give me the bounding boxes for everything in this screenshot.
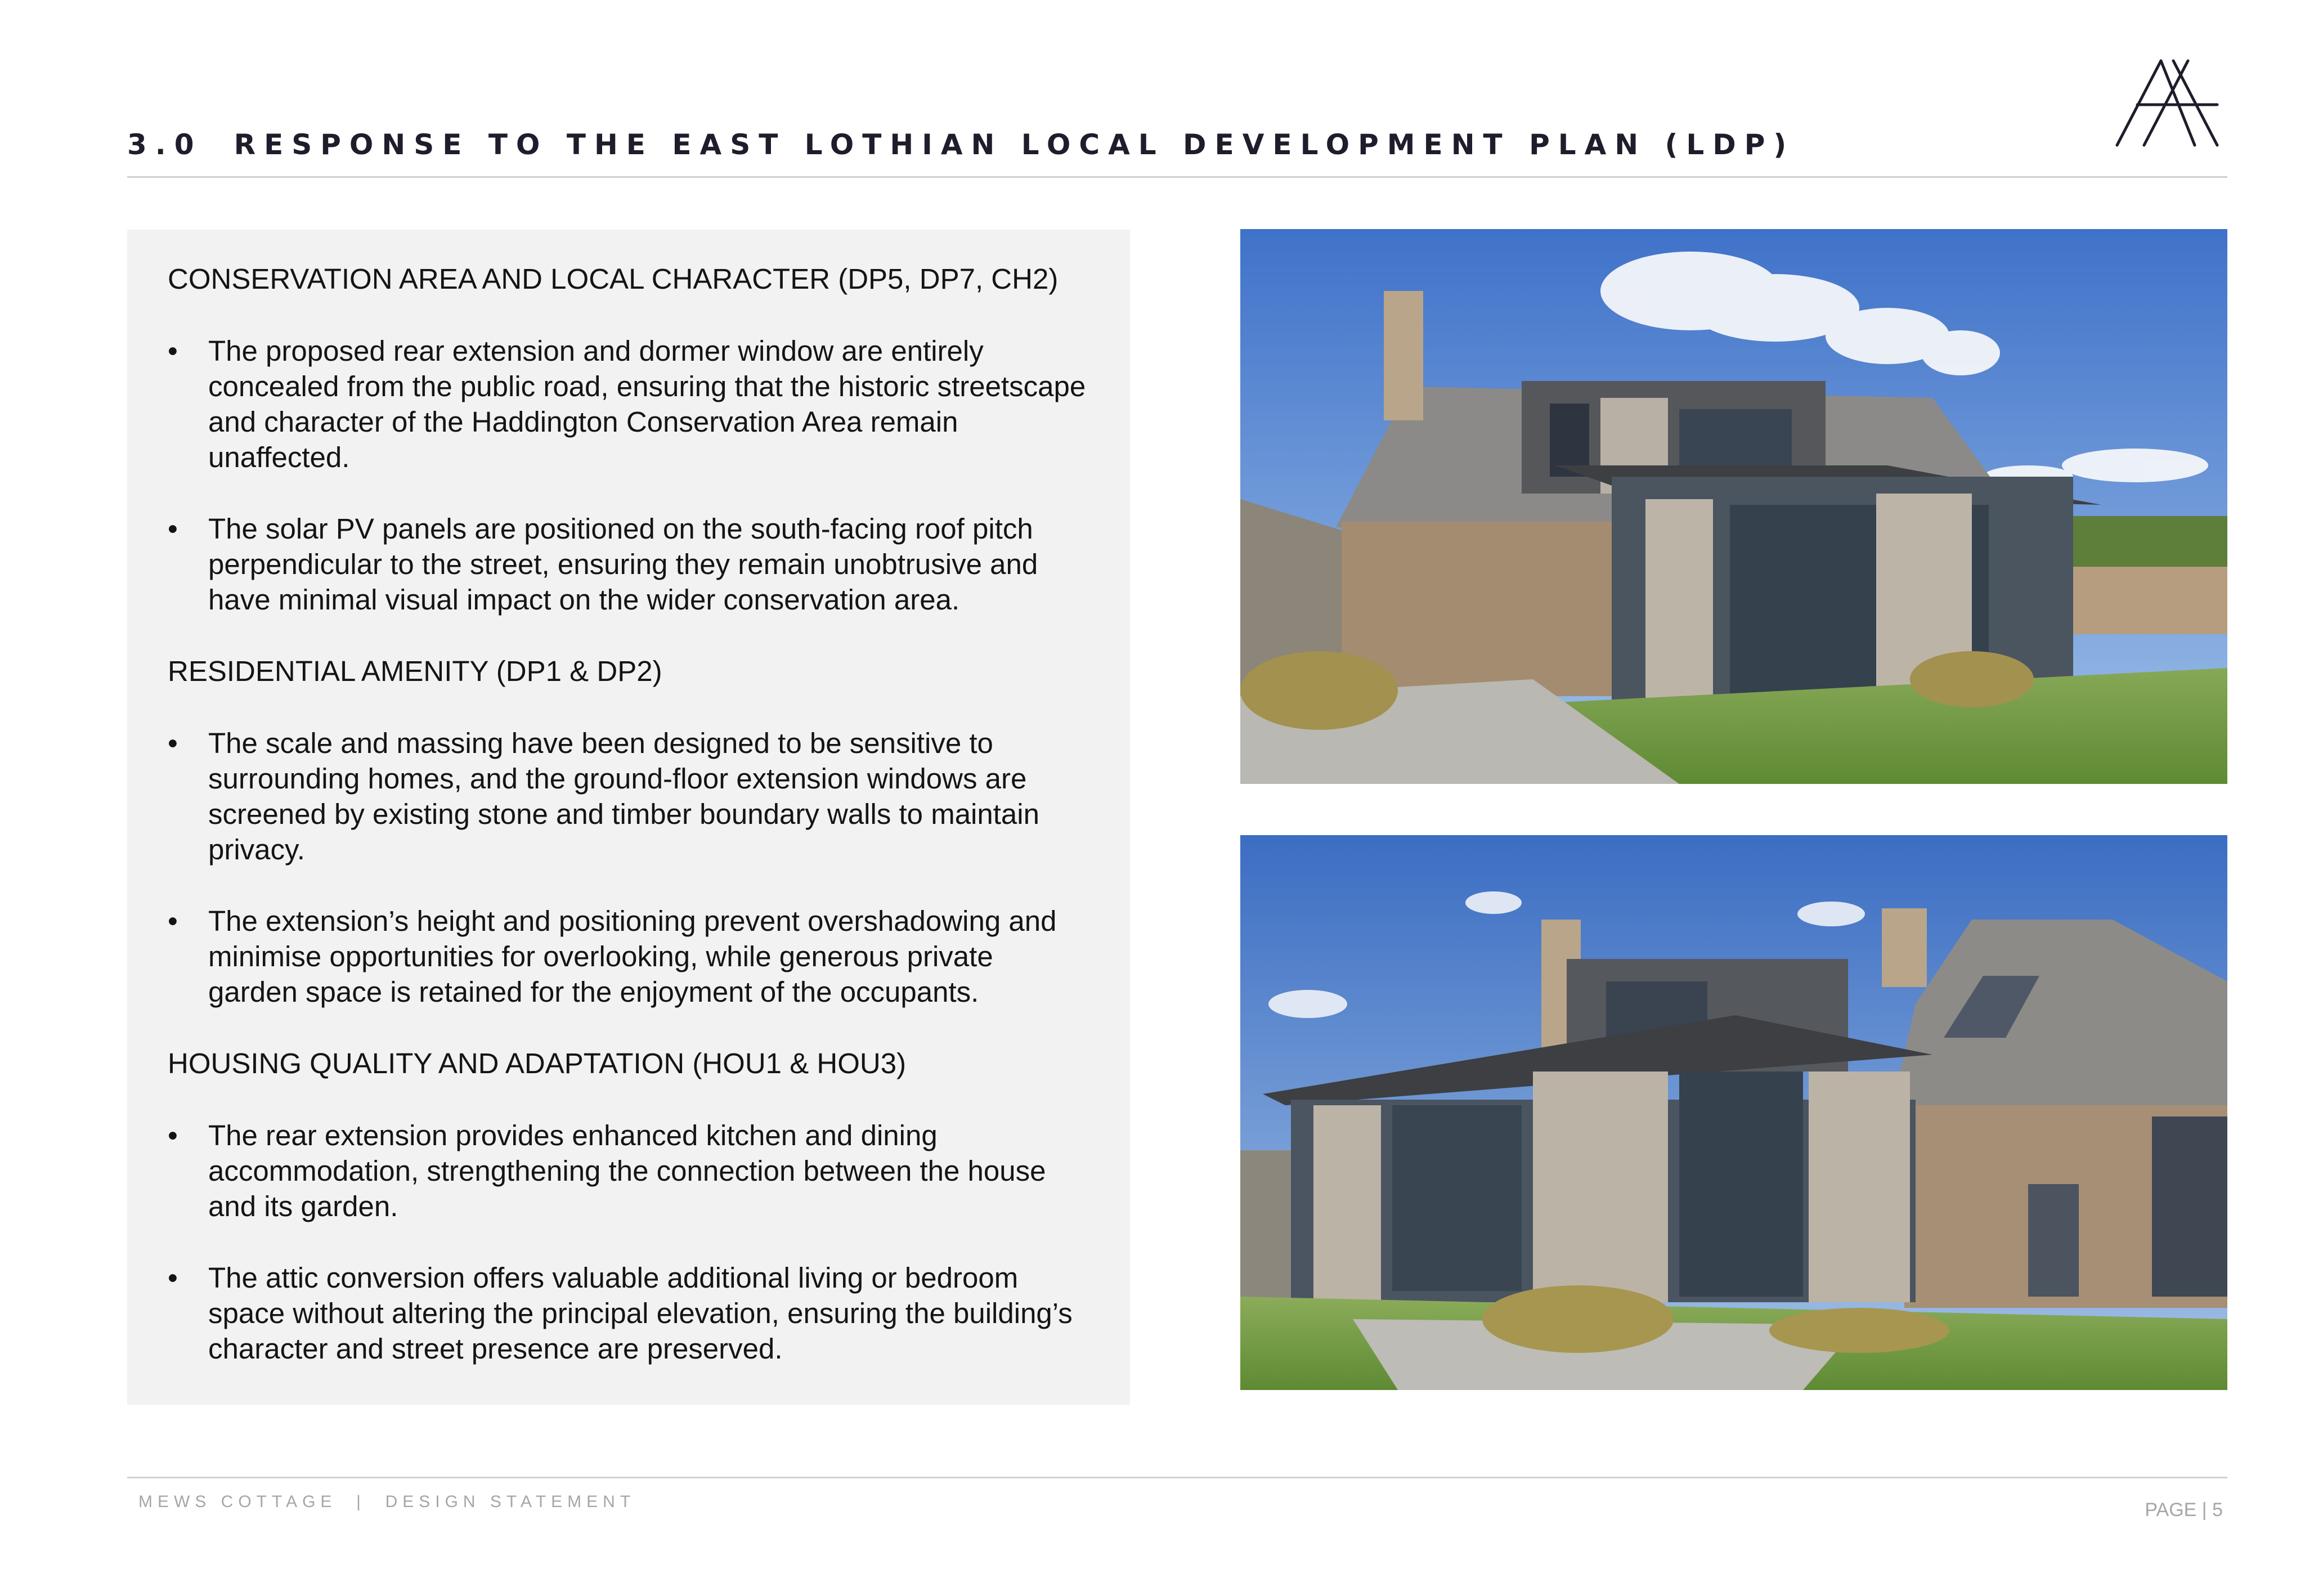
list-item bbox=[168, 333, 1089, 475]
list-item bbox=[168, 903, 1089, 1010]
bullet-text: The rear extension provides enhanced kitchen and dining accommodation, strengthening the connection between the house and its garden. bbox=[208, 1119, 1046, 1222]
bullet-marker: • bbox=[168, 335, 178, 367]
section-heading: RESIDENTIAL AMENITY (DP1 & DP2) bbox=[168, 655, 662, 687]
bullet-marker: • bbox=[168, 905, 178, 937]
section-number: 3.0 bbox=[127, 128, 203, 161]
bullet-text: The extension’s height and positioning prevent overshadowing and minimise opportunities for overlooking, while generous private garden space is retained for the enjoyment of the occupants. bbox=[208, 905, 1057, 1008]
bullet-marker: • bbox=[168, 727, 178, 759]
bullet-list bbox=[168, 725, 1089, 1010]
rear-extension-render-1 bbox=[1240, 229, 2227, 784]
section-heading: HOUSING QUALITY AND ADAPTATION (HOU1 & HOU3) bbox=[168, 1047, 907, 1079]
footer-project-label: MEWS COTTAGE | DESIGN STATEMENT bbox=[138, 1492, 636, 1511]
architect-monogram-icon bbox=[2110, 56, 2223, 152]
list-item bbox=[168, 511, 1089, 617]
bullet-marker: • bbox=[168, 1262, 178, 1294]
list-item bbox=[168, 725, 1089, 867]
rear-extension-render-2 bbox=[1240, 835, 2227, 1390]
footer-divider bbox=[127, 1477, 2227, 1478]
bullet-list bbox=[168, 333, 1089, 617]
bullet-list bbox=[168, 1118, 1089, 1366]
bullet-text: The attic conversion offers valuable additional living or bedroom space without altering the principal elevation, ensuring the building’s character and street presence are preserved. bbox=[208, 1262, 1073, 1365]
bullet-marker: • bbox=[168, 513, 178, 545]
bullet-text: The proposed rear extension and dormer window are entirely concealed from the public road, ensuring that the historic streetscape and character of the Haddington Conservation Area remain unaffected. bbox=[208, 335, 1086, 473]
bullet-marker: • bbox=[168, 1119, 178, 1151]
list-item bbox=[168, 1118, 1089, 1224]
header-divider bbox=[127, 176, 2227, 178]
bullet-text: The solar PV panels are positioned on the south-facing roof pitch perpendicular to the street, ensuring they remain unobtrusive and have minimal visual impact on the wider conservation area. bbox=[208, 513, 1038, 616]
list-item bbox=[168, 1260, 1089, 1366]
section-title: RESPONSE TO THE EAST LOTHIAN LOCAL DEVELOPMENT PLAN (LDP) bbox=[234, 128, 1795, 161]
bullet-text: The scale and massing have been designed to be sensitive to surrounding homes, and the ground-floor extension windows are screened by existing stone and timber boundary walls to maintain privacy. bbox=[208, 727, 1039, 866]
section-heading: CONSERVATION AREA AND LOCAL CHARACTER (DP5, DP7, CH2) bbox=[168, 263, 1059, 295]
page-title bbox=[127, 128, 1795, 161]
page-number: PAGE | 5 bbox=[2145, 1499, 2223, 1521]
text-panel bbox=[127, 230, 1130, 1405]
